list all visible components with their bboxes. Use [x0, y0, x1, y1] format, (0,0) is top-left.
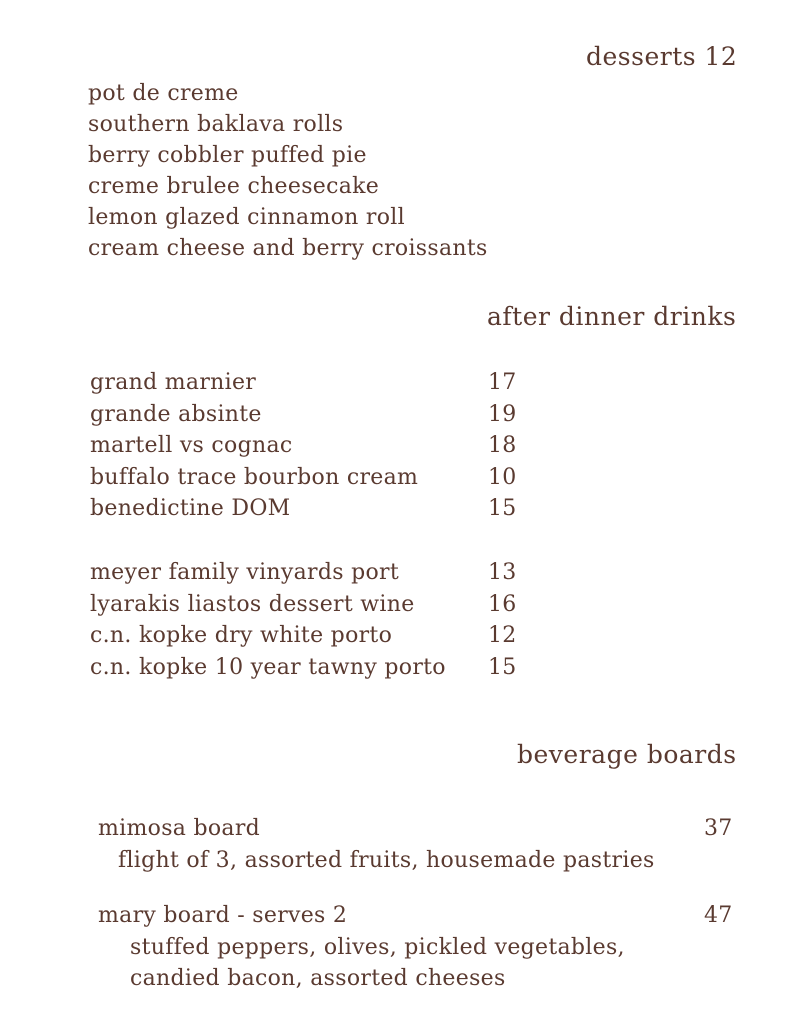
board-name: mary board - serves 2	[98, 903, 348, 928]
drink-price: 16	[488, 591, 517, 617]
drink-price: 15	[488, 496, 517, 521]
after-dinner-heading: after dinner drinks	[487, 302, 737, 331]
drink-name: grande absinte	[90, 401, 262, 427]
dessert-item: cream cheese and berry croissants	[88, 236, 488, 261]
board-description: candied bacon, assorted cheeses	[130, 966, 506, 991]
drink-name: buffalo trace bourbon cream	[90, 464, 419, 490]
dessert-item: southern baklava rolls	[88, 112, 344, 137]
dessert-item: berry cobbler puffed pie	[88, 143, 367, 168]
board-name: mimosa board	[98, 816, 261, 841]
board-description: flight of 3, assorted fruits, housemade pastries	[118, 848, 655, 873]
drink-row	[90, 430, 530, 462]
drink-name: martell vs cognac	[90, 433, 293, 458]
drink-price: 13	[488, 560, 517, 585]
drink-row	[90, 589, 530, 621]
board-price: 47	[704, 903, 733, 928]
drink-name: meyer family vinyards port	[90, 560, 399, 585]
drink-price: 10	[488, 464, 517, 490]
after-dinner-group-spirits	[90, 367, 530, 525]
drink-name: c.n. kopke dry white porto	[90, 623, 393, 648]
board-description: stuffed peppers, olives, pickled vegetables,	[130, 935, 625, 960]
dessert-item: lemon glazed cinnamon roll	[88, 205, 405, 230]
drink-name: lyarakis liastos dessert wine	[90, 591, 415, 617]
drink-row	[90, 493, 530, 525]
drink-row	[90, 367, 530, 399]
desserts-list	[88, 78, 488, 264]
drink-row	[90, 399, 530, 431]
drink-name: grand marnier	[90, 370, 257, 395]
drink-price: 18	[488, 433, 517, 458]
drink-price: 15	[488, 654, 517, 680]
drink-row	[90, 620, 530, 652]
drink-row	[90, 557, 530, 589]
desserts-heading: desserts 12	[586, 42, 738, 71]
after-dinner-group-wines	[90, 557, 530, 683]
beverage-boards-heading: beverage boards	[517, 740, 737, 769]
drink-price: 19	[488, 401, 517, 427]
drink-price: 17	[488, 370, 517, 395]
drink-row	[90, 462, 530, 494]
drink-price: 12	[488, 623, 517, 648]
dessert-item: creme brulee cheesecake	[88, 174, 380, 199]
dessert-item: pot de creme	[88, 81, 239, 106]
drink-name: c.n. kopke 10 year tawny porto	[90, 654, 446, 680]
drink-row	[90, 652, 530, 684]
board-price: 37	[704, 816, 733, 841]
drink-name: benedictine DOM	[90, 496, 291, 521]
